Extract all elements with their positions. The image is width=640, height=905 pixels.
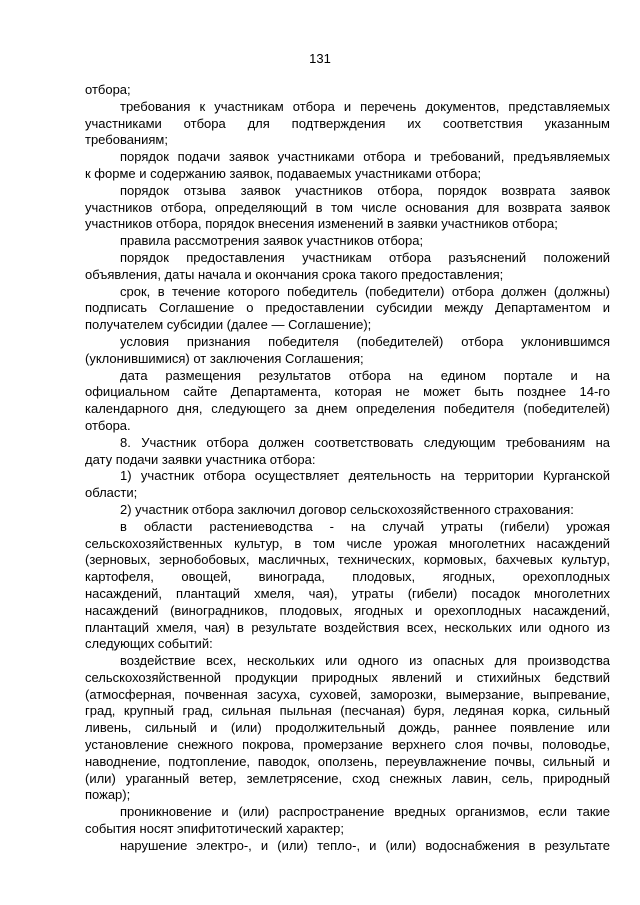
text-line: следующих событий: <box>85 636 213 652</box>
text-line: наводнение, подтопление, паводок, оползень, переувлажнение почвы, сильный и <box>85 753 610 769</box>
text-line: события носят эпифитотический характер; <box>85 821 344 837</box>
text-line: подписать Соглашение о предоставлении субсидии между Департаментом и <box>85 300 610 316</box>
text-line: (уклонившимися) от заключения Соглашения; <box>85 350 364 366</box>
text-line: получателем субсидии (далее — Соглашение); <box>85 317 372 333</box>
text-line: порядок подачи заявок участниками отбора и требований, предъявляемых <box>120 149 610 165</box>
page-number: 131 <box>309 51 331 66</box>
text-line: насаждений (виноградников, плодовых, ягодных и орехоплодных насаждений, <box>85 602 610 618</box>
text-line: дату подачи заявки участника отбора: <box>85 451 316 467</box>
text-line: к форме и содержанию заявок, подаваемых участниками отбора; <box>85 165 482 181</box>
text-line: в области растениеводства - на случай утраты (гибели) урожая <box>120 518 610 534</box>
text-line: плантаций хмеля, чая) в результате воздействия всех, нескольких или одного из <box>85 619 610 635</box>
text-line: насаждений, плантаций хмеля, чая), утраты (гибели) посадок многолетних <box>85 585 610 601</box>
text-line: отбора; <box>85 82 131 97</box>
text-line: участников отбора, порядок внесения изменений в заявки участников отбора; <box>85 216 558 232</box>
text-line: сельскохозяйственной продукции природных явлений и стихийных бедствий <box>85 669 610 685</box>
text-line: установление снежного покрова, промерзание верхнего слоя почвы, половодье, <box>85 737 610 753</box>
text-line: срок, в течение которого победитель (победители) отбора должен (должны) <box>120 283 610 299</box>
text-line: участниками отбора для подтверждения их соответствия указанным <box>85 115 610 131</box>
text-line: условия признания победителя (победителей) отбора уклонившимся <box>120 333 610 349</box>
text-line: официальном сайте Департамента, которая не может быть позднее 14-го <box>85 384 610 400</box>
text-line: требования к участникам отбора и перечень документов, представляемых <box>120 98 610 114</box>
text-line: порядок отзыва заявок участников отбора, порядок возврата заявок <box>120 182 610 198</box>
text-line: дата размещения результатов отбора на едином портале и на <box>120 367 610 383</box>
text-line: (или) ураганный ветер, землетрясение, сход снежных лавин, сель, природный <box>85 770 610 786</box>
text-line: нарушение электро-, и (или) тепло-, и (или) водоснабжения в результате <box>120 837 610 853</box>
text-line: календарного дня, следующего за днем определения победителя (победителей) <box>85 401 610 417</box>
text-line: град, крупный град, сильная пыльная (песчаная) буря, ледяная корка, сильный <box>85 703 610 719</box>
text-line: участников отбора, определяющий в том числе основания для возврата заявок <box>85 199 610 215</box>
text-line: правила рассмотрения заявок участников отбора; <box>120 233 424 249</box>
text-line: порядок предоставления участникам отбора разъяснений положений <box>120 249 610 265</box>
text-line: воздействие всех, нескольких или одного из опасных для производства <box>120 653 610 669</box>
text-line: пожар); <box>85 787 131 803</box>
text-line: 1) участник отбора осуществляет деятельность на территории Курганской <box>120 468 610 484</box>
text-line: 8. Участник отбора должен соответствовать следующим требованиям на <box>120 434 610 450</box>
text-line: картофеля, овощей, винограда, плодовых, ягодных, орехоплодных <box>85 569 610 585</box>
text-line: (зерновых, зернобобовых, масличных, технических, кормовых, бахчевых культур, <box>85 552 610 568</box>
text-line: сельскохозяйственных культур, в том числе урожая многолетних насаждений <box>85 535 610 551</box>
text-line: требованиям; <box>85 132 168 148</box>
document-body <box>85 82 610 855</box>
text-line: объявления, даты начала и окончания срока такого предоставления; <box>85 266 504 282</box>
text-line: проникновение и (или) распространение вредных организмов, если такие <box>120 804 610 820</box>
text-line: ливень, сильный и (или) продолжительный дождь, раннее появление или <box>85 720 610 736</box>
text-line: отбора. <box>85 417 131 433</box>
text-line: (атмосферная, почвенная засуха, суховей, заморозки, вымерзание, выпревание, <box>85 686 610 702</box>
text-line: 2) участник отбора заключил договор сельскохозяйственного страхования: <box>120 501 574 517</box>
text-line: области; <box>85 485 138 501</box>
